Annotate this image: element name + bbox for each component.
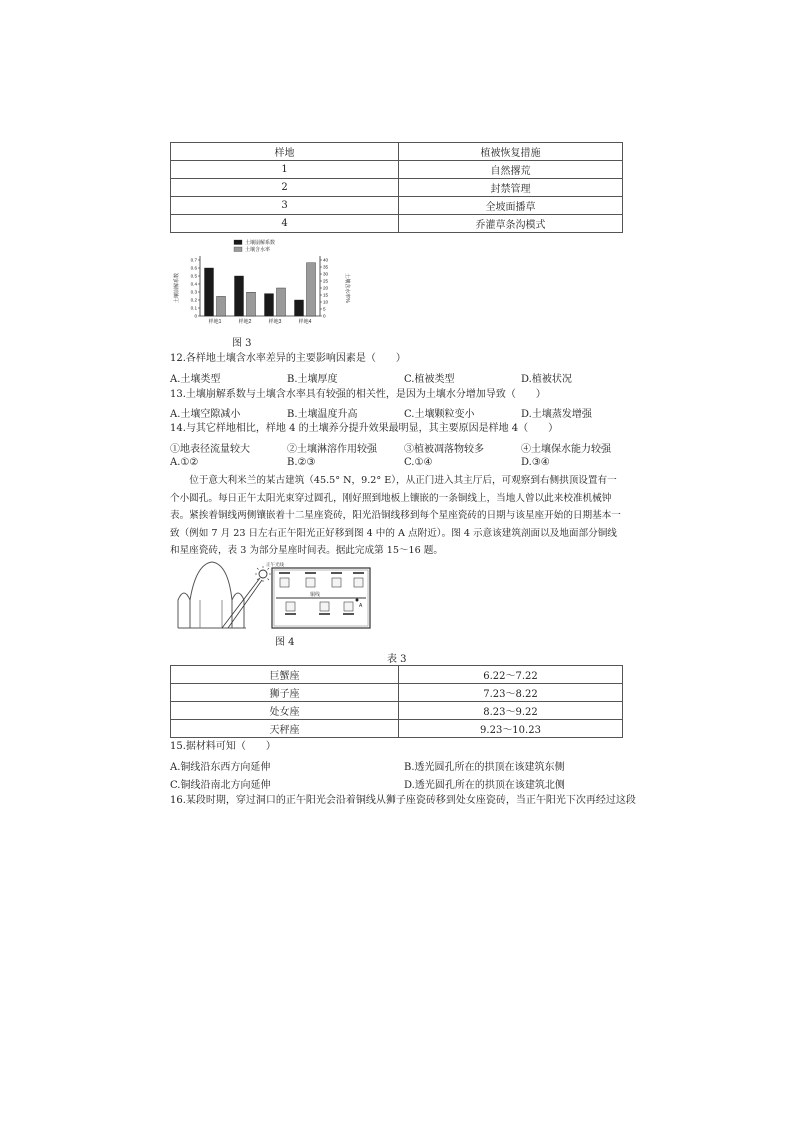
table-cell: 8.23～9.22 xyxy=(399,702,623,720)
table-cell: 7.23～8.22 xyxy=(399,684,623,702)
y-right-tick-label: 40 xyxy=(323,257,329,263)
q12-option-d[interactable]: D.植被状况 xyxy=(521,374,572,385)
table-row xyxy=(171,720,623,738)
table-row xyxy=(171,666,623,684)
table-header-cell: 样地 xyxy=(171,143,399,161)
q13-option-b[interactable]: B.土壤温度升高 xyxy=(287,409,358,420)
y-right-tick-label: 20 xyxy=(323,285,329,291)
table-row xyxy=(171,215,623,233)
y-right-axis-title: 土壤含水率% xyxy=(344,273,350,303)
table-cell: 乔灌草条沟模式 xyxy=(399,215,623,233)
bar-water-content xyxy=(277,288,286,316)
q14-item-3: ③植被凋落物较多 xyxy=(404,444,484,455)
table-header-cell: 植被恢复措施 xyxy=(399,143,623,161)
q13-option-d[interactable]: D.土壤蒸发增强 xyxy=(521,409,592,420)
y-right-tick-label: 5 xyxy=(323,306,326,312)
q15-option-d[interactable]: D.透光圆孔所在的拱顶在该建筑北侧 xyxy=(404,780,565,791)
table-cell: 处女座 xyxy=(171,702,399,720)
table-cell: 4 xyxy=(171,215,399,233)
legend-swatch xyxy=(234,240,242,245)
light-ray xyxy=(228,580,262,628)
table-cell: 9.23～10.23 xyxy=(399,720,623,738)
y-right-tick-label: 10 xyxy=(323,299,329,305)
table-cell: 全坡面播草 xyxy=(399,197,623,215)
q15-option-c[interactable]: C.铜线沿南北方向延伸 xyxy=(170,780,271,791)
figure-4-caption: 图 4 xyxy=(275,637,295,648)
copper-line-label: 铜线 xyxy=(310,592,321,598)
y-tick-label: 0 xyxy=(194,313,197,319)
table-cell: 狮子座 xyxy=(171,684,399,702)
y-tick-label: 0.6 xyxy=(190,265,197,271)
question-12-stem: 12.各样地土壤含水率差异的主要影响因素是（ ） xyxy=(170,353,406,364)
zodiac-table xyxy=(170,665,623,738)
bar-water-content xyxy=(217,296,226,316)
y-right-tick-label: 25 xyxy=(323,278,329,284)
legend-label: 土壤崩解系数 xyxy=(245,240,276,247)
table-row xyxy=(171,179,623,197)
figure-3-bar-chart xyxy=(170,234,356,330)
table-cell: 2 xyxy=(171,179,399,197)
table-header-row xyxy=(171,143,623,161)
y-tick-label: 0.7 xyxy=(190,257,197,263)
question-16-stem: 16.某段时期，穿过洞口的正午阳光会沿着铜线从狮子座瓷砖移到处女座瓷砖，当正午阳光下次再经过这段 xyxy=(170,795,636,806)
sun-icon xyxy=(259,570,267,578)
reading-passage: 位于意大利米兰的某古建筑（45.5° N，9.2° E），从正门进入其主厅后，可观察到右侧拱顶设置有一个小圆孔。每日正午太阳光束穿过圆孔，刚好照到地板上镶嵌的一条铜线上，当地人曾以此来校准机械钟表。紧挨着铜线两侧镶嵌着十二星座瓷砖，阳光沿铜线移到每个星座瓷砖的日期与该星座开始的日期基本一致（例如 7 月 23 日左右正午阳光正好移到图 4 中的 A 点附近）。图 4 示意该建筑剖面以及地面部分铜线和星座瓷砖，表 3 为部分星座时间表。据此完成第 15～16 题。 xyxy=(170,475,621,556)
table-cell: 巨蟹座 xyxy=(171,666,399,684)
x-tick-label: 样地3 xyxy=(268,319,282,325)
q12-option-a[interactable]: A.土壤类型 xyxy=(170,374,221,385)
table-cell: 3 xyxy=(171,197,399,215)
figure-4-building-diagram xyxy=(176,560,372,630)
legend-label: 土壤含水率 xyxy=(245,247,271,254)
x-tick-label: 样地4 xyxy=(298,319,312,325)
bar-collapse-coefficient xyxy=(205,268,214,316)
table-cell: 自然撂荒 xyxy=(399,161,623,179)
y-axis-title: 土壤崩解系数 xyxy=(174,272,180,304)
y-right-tick-label: 35 xyxy=(323,264,329,270)
bar-collapse-coefficient xyxy=(265,294,274,316)
x-tick-label: 样地2 xyxy=(238,319,252,325)
y-tick-label: 0.5 xyxy=(190,273,197,279)
noon-ray-label: 正午光线 xyxy=(266,562,284,567)
q15-option-b[interactable]: B.透光圆孔所在的拱顶在该建筑东侧 xyxy=(404,762,565,773)
q13-option-a[interactable]: A.土壤空隙减小 xyxy=(170,409,241,420)
table-cell: 6.22～7.22 xyxy=(399,666,623,684)
light-ray xyxy=(222,578,260,628)
q14-item-1: ①地表径流量较大 xyxy=(170,444,250,455)
bar-collapse-coefficient xyxy=(235,276,244,316)
question-13-stem: 13.土壤崩解系数与土壤含水率具有较强的相关性，是因为土壤水分增加导致（ ） xyxy=(170,389,546,400)
y-right-tick-label: 15 xyxy=(323,292,329,298)
table-cell: 1 xyxy=(171,161,399,179)
y-tick-label: 0.3 xyxy=(190,289,197,295)
question-15-stem: 15.据材料可知（ ） xyxy=(170,741,276,752)
q14-item-4: ④土壤保水能力较强 xyxy=(521,444,611,455)
table-row xyxy=(171,197,623,215)
y-right-tick-label: 30 xyxy=(323,271,329,277)
q14-item-2: ②土壤淋溶作用较强 xyxy=(287,444,377,455)
q15-option-a[interactable]: A.铜线沿东西方向延伸 xyxy=(170,762,271,773)
y-tick-label: 0.1 xyxy=(190,305,197,311)
q12-option-c[interactable]: C.植被类型 xyxy=(404,374,455,385)
point-a-label: A xyxy=(359,603,363,609)
q12-option-b[interactable]: B.土壤厚度 xyxy=(287,374,338,385)
y-tick-label: 0.2 xyxy=(190,297,197,303)
q14-option-a[interactable]: A.①② xyxy=(170,457,199,468)
q14-option-c[interactable]: C.①④ xyxy=(404,457,433,468)
legend-swatch xyxy=(234,247,242,252)
y-right-tick-label: 0 xyxy=(323,313,326,319)
table-row xyxy=(171,161,623,179)
table-cell: 天秤座 xyxy=(171,720,399,738)
figure-3-caption: 图 3 xyxy=(232,338,252,349)
bar-collapse-coefficient xyxy=(295,300,304,316)
q13-option-c[interactable]: C.土壤颗粒变小 xyxy=(404,409,475,420)
bar-water-content xyxy=(247,292,256,316)
question-14-stem: 14.与其它样地相比，样地 4 的土壤养分提升效果最明显，其主要原因是样地 4（ ） xyxy=(170,423,559,434)
bar-water-content xyxy=(307,263,316,316)
q14-option-b[interactable]: B.②③ xyxy=(287,457,316,468)
q14-option-d[interactable]: D.③④ xyxy=(521,457,550,468)
table-row xyxy=(171,702,623,720)
table-3-caption: 表 3 xyxy=(387,654,407,665)
vegetation-table xyxy=(170,142,623,233)
table-cell: 封禁管理 xyxy=(399,179,623,197)
building-arches xyxy=(178,562,246,628)
table-row xyxy=(171,684,623,702)
y-tick-label: 0.4 xyxy=(190,281,197,287)
x-tick-label: 样地1 xyxy=(208,319,222,325)
